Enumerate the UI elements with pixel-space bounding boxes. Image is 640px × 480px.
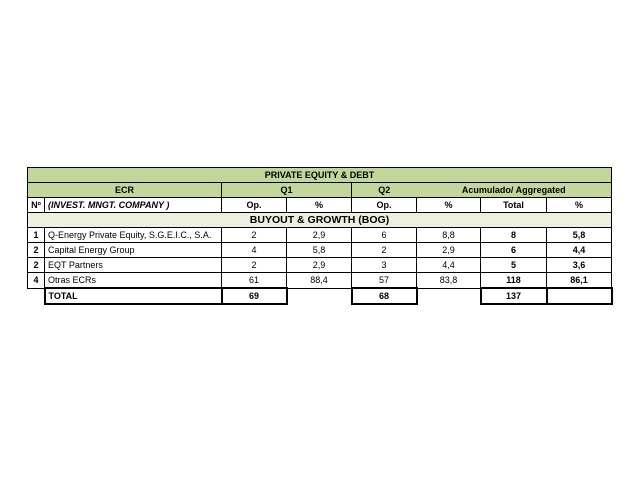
table-row xyxy=(28,228,612,243)
q1-pct-cell: 88,4 xyxy=(287,273,352,289)
q2-op-cell: 2 xyxy=(352,243,417,258)
total-cell: 5 xyxy=(481,258,547,273)
q1-header: Q1 xyxy=(222,183,352,198)
q2-op-cell: 6 xyxy=(352,228,417,243)
total-pct-cell: 4,4 xyxy=(547,243,612,258)
rank-cell: 2 xyxy=(28,243,45,258)
num-header: Nº xyxy=(28,198,45,213)
totals-label: TOTAL xyxy=(45,288,222,304)
table-row xyxy=(28,273,612,289)
q1-op-cell: 2 xyxy=(222,228,287,243)
table-title: PRIVATE EQUITY & DEBT xyxy=(28,168,612,183)
q1-op-cell: 2 xyxy=(222,258,287,273)
totals-row xyxy=(28,288,612,304)
totals-blank xyxy=(28,288,45,304)
total-pct-cell: 3,6 xyxy=(547,258,612,273)
total-pct-header: % xyxy=(547,198,612,213)
header-row-1 xyxy=(28,183,612,198)
rank-cell: 1 xyxy=(28,228,45,243)
q2-pct-cell: 2,9 xyxy=(417,243,481,258)
accum-header: Acumulado/ Aggregated xyxy=(417,183,612,198)
company-cell: Capital Energy Group xyxy=(45,243,222,258)
q2-pct-cell: 4,4 xyxy=(417,258,481,273)
total-pct-cell: 5,8 xyxy=(547,228,612,243)
company-cell: Q-Energy Private Equity, S.G.E.I.C., S.A. xyxy=(45,228,222,243)
company-header: (INVEST. MNGT. COMPANY ) xyxy=(45,198,222,213)
section-title: BUYOUT & GROWTH (BOG) xyxy=(28,213,612,228)
totals-q1-pct-blank xyxy=(287,288,352,304)
q2-op-header: Op. xyxy=(352,198,417,213)
q2-pct-cell: 83,8 xyxy=(417,273,481,289)
q1-pct-cell: 5,8 xyxy=(287,243,352,258)
company-cell: EQT Partners xyxy=(45,258,222,273)
q2-pct-header: % xyxy=(417,198,481,213)
total-header: Total xyxy=(481,198,547,213)
q1-pct-cell: 2,9 xyxy=(287,228,352,243)
ecr-header: ECR xyxy=(28,183,222,198)
q2-header: Q2 xyxy=(352,183,417,198)
total-cell: 6 xyxy=(481,243,547,258)
table-row xyxy=(28,258,612,273)
q2-op-cell: 3 xyxy=(352,258,417,273)
q1-op-header: Op. xyxy=(222,198,287,213)
rank-cell: 2 xyxy=(28,258,45,273)
header-row-2 xyxy=(28,198,612,213)
total-pct-cell: 86,1 xyxy=(547,273,612,289)
q1-op-cell: 4 xyxy=(222,243,287,258)
q1-op-cell: 61 xyxy=(222,273,287,289)
totals-total: 137 xyxy=(481,288,547,304)
totals-pct-blank xyxy=(547,288,612,304)
section-row xyxy=(28,213,612,228)
q1-pct-header: % xyxy=(287,198,352,213)
title-row xyxy=(28,168,612,183)
rank-cell: 4 xyxy=(28,273,45,289)
totals-q2-pct-blank xyxy=(417,288,481,304)
table-row xyxy=(28,243,612,258)
totals-q1-op: 69 xyxy=(222,288,287,304)
total-cell: 118 xyxy=(481,273,547,289)
company-cell: Otras ECRs xyxy=(45,273,222,289)
q2-op-cell: 57 xyxy=(352,273,417,289)
totals-q2-op: 68 xyxy=(352,288,417,304)
total-cell: 8 xyxy=(481,228,547,243)
ranking-table xyxy=(27,167,613,305)
q1-pct-cell: 2,9 xyxy=(287,258,352,273)
q2-pct-cell: 8,8 xyxy=(417,228,481,243)
